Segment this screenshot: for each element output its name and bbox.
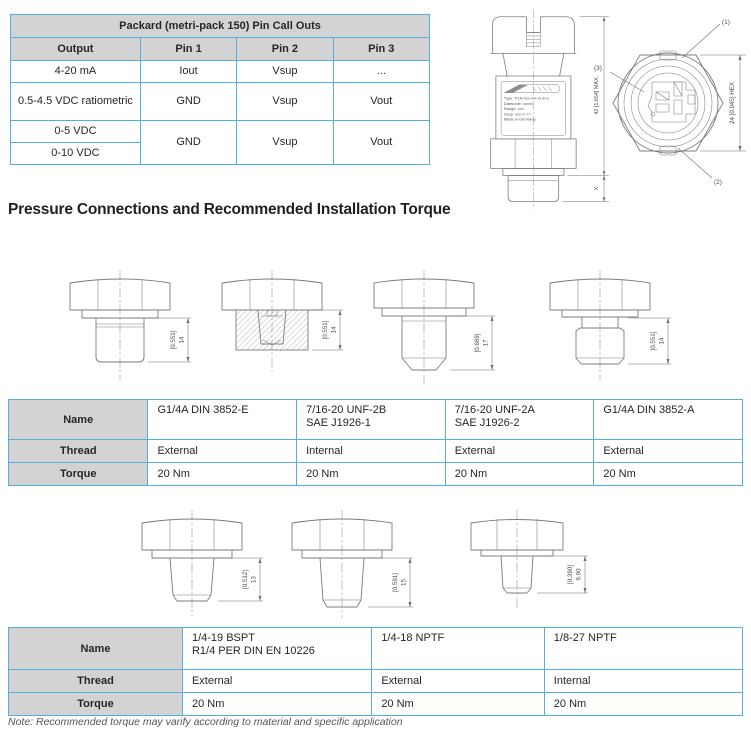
fitting-name-line1: G1/4A DIN 3852-A	[603, 404, 695, 416]
fitting-name-line1: 1/8-27 NPTF	[553, 632, 617, 644]
thread-cell: Internal	[544, 670, 742, 693]
dim-inch: [0.390]	[567, 565, 574, 584]
section-heading: Pressure Connections and Recommended Installation Torque	[8, 201, 451, 218]
table-row	[9, 440, 743, 463]
thread-cell: External	[445, 440, 594, 463]
fitting-name-line1: 1/4-18 NPTF	[381, 632, 445, 644]
name-cell	[594, 400, 743, 440]
dimension	[537, 556, 588, 593]
output-cell: 0-5 VDC	[11, 121, 141, 143]
dim-inch: [0.551]	[650, 331, 657, 351]
callout-pin1: (1)	[722, 19, 730, 26]
table-row	[9, 463, 743, 486]
hex-outline	[613, 51, 723, 155]
dim-inch: [0.551]	[170, 330, 177, 350]
dim-mm: 17	[482, 339, 490, 347]
thread-cell: Internal	[297, 440, 446, 463]
dimension	[450, 316, 495, 370]
table-row	[9, 400, 743, 440]
torque-cell: 20 Nm	[445, 463, 594, 486]
torque-cell: 20 Nm	[372, 693, 544, 716]
drawing-fitting-unf2a-external	[352, 266, 502, 398]
dimension	[148, 318, 191, 362]
dim-mm: 14	[658, 337, 666, 345]
label-range-line: Range: xxx	[503, 106, 524, 112]
fitting-name-line2: SAE J1926-2	[454, 417, 520, 429]
dimension	[312, 310, 343, 350]
output-cell: 4-20 mA	[11, 61, 141, 83]
table-row	[9, 693, 743, 716]
row-label-torque: Torque	[9, 463, 148, 486]
thread-cell: External	[182, 670, 371, 693]
name-cell	[445, 400, 594, 440]
fitting-name-line2: SAE J1926-1	[306, 417, 371, 429]
table-row	[9, 628, 743, 670]
torque-cell: 20 Nm	[182, 693, 371, 716]
row-label-thread: Thread	[9, 440, 148, 463]
table-row	[11, 83, 430, 121]
output-cell: 0.5-4.5 VDC ratiometric	[11, 83, 141, 121]
label-origin-line: Made in Germany	[503, 116, 536, 122]
pin1-cell: Iout	[140, 61, 236, 83]
dim-mm: 13	[250, 576, 258, 583]
fitting-name-line1: G1/4A DIN 3852-E	[157, 404, 249, 416]
name-cell	[148, 400, 297, 440]
dim-thread-length: X	[593, 186, 600, 191]
callout-pin3: (3)	[594, 65, 602, 72]
pin2-cell: Vsup	[237, 61, 333, 83]
brand-logo-icon	[505, 85, 560, 93]
table-row	[9, 670, 743, 693]
footnote: Note: Recommended torque may varify according to material and specific application	[8, 716, 403, 728]
row-label-torque: Torque	[9, 693, 183, 716]
table-row	[11, 121, 430, 143]
dim-mm: 14	[330, 326, 338, 334]
drawing-fitting-g14a-din3852a	[528, 266, 678, 398]
label-type-line: Type: P1A-xxx-x-x-xx-D-x	[503, 95, 550, 101]
fitting-name-line1: 7/16-20 UNF-2A	[454, 404, 535, 416]
output-cell: 0-10 VDC	[11, 143, 141, 165]
name-cell	[544, 628, 742, 670]
thread-cell: External	[148, 440, 297, 463]
pin3-cell: Vout	[333, 83, 429, 121]
torque-cell: 20 Nm	[297, 463, 446, 486]
fitting-name-line1: 1/4-19 BSPT	[191, 632, 255, 644]
drawing-fitting-unf2b-internal	[200, 266, 350, 398]
name-cell	[297, 400, 446, 440]
table-row	[11, 61, 430, 83]
pin-callouts-table	[10, 14, 430, 165]
dim-mm: 9.90	[575, 568, 583, 581]
torque-cell: 20 Nm	[148, 463, 297, 486]
dim-hex-width: 24 [0.945] HEX	[729, 82, 736, 124]
dim-inch: [0.669]	[474, 333, 481, 353]
pin1-cell: GND	[140, 121, 236, 165]
drawing-fitting-nptf-eighth	[445, 506, 595, 626]
pin3-cell: Vout	[333, 121, 429, 165]
fitting-name-line2: R1/4 PER DIN EN 10226	[191, 645, 315, 657]
torque-table-1	[8, 399, 743, 486]
drawing-connector-face-view	[588, 8, 751, 200]
dim-inch: [0.551]	[322, 320, 329, 340]
name-cell	[182, 628, 371, 670]
callouts	[594, 19, 730, 186]
pin2-cell: Vsup	[237, 121, 333, 165]
callout-pin2: (2)	[714, 179, 722, 186]
label-vsup-line: Vsup: xxx V ==	[503, 111, 531, 117]
pin-cluster	[648, 82, 695, 122]
label-datecode-line: Datecode: xxxxx	[503, 100, 534, 106]
pin1-cell: GND	[140, 83, 236, 121]
dimension	[218, 558, 263, 601]
row-label-name: Name	[9, 400, 148, 440]
torque-cell: 20 Nm	[594, 463, 743, 486]
pin2-cell: Vsup	[237, 83, 333, 121]
col-header-pin2: Pin 2	[237, 38, 333, 61]
fitting-name-line1: 7/16-20 UNF-2B	[306, 404, 387, 416]
dim-inch: [0.512]	[242, 570, 249, 589]
dim-mm: 15	[400, 579, 408, 586]
dim-inch: [0.591]	[392, 573, 399, 592]
thread-cell: External	[372, 670, 544, 693]
name-cell	[372, 628, 544, 670]
dimension	[628, 318, 671, 364]
torque-table-2	[8, 627, 743, 716]
pin3-cell: ...	[333, 61, 429, 83]
dim-mm: 14	[178, 336, 186, 344]
pin-table-title: Packard (metri-pack 150) Pin Call Outs	[11, 15, 430, 38]
drawing-fitting-nptf-quarter	[270, 506, 420, 626]
col-header-output: Output	[11, 38, 141, 61]
row-label-thread: Thread	[9, 670, 183, 693]
drawing-fitting-bspt	[120, 506, 270, 626]
torque-cell: 20 Nm	[544, 693, 742, 716]
drawing-fitting-g14a-din3852e	[48, 266, 198, 398]
dimension	[368, 558, 413, 607]
row-label-name: Name	[9, 628, 183, 670]
dim-overall-height: 42 [1.654] MAX.	[593, 75, 600, 115]
col-header-pin3: Pin 3	[333, 38, 429, 61]
thread-cell: External	[594, 440, 743, 463]
col-header-pin1: Pin 1	[140, 38, 236, 61]
